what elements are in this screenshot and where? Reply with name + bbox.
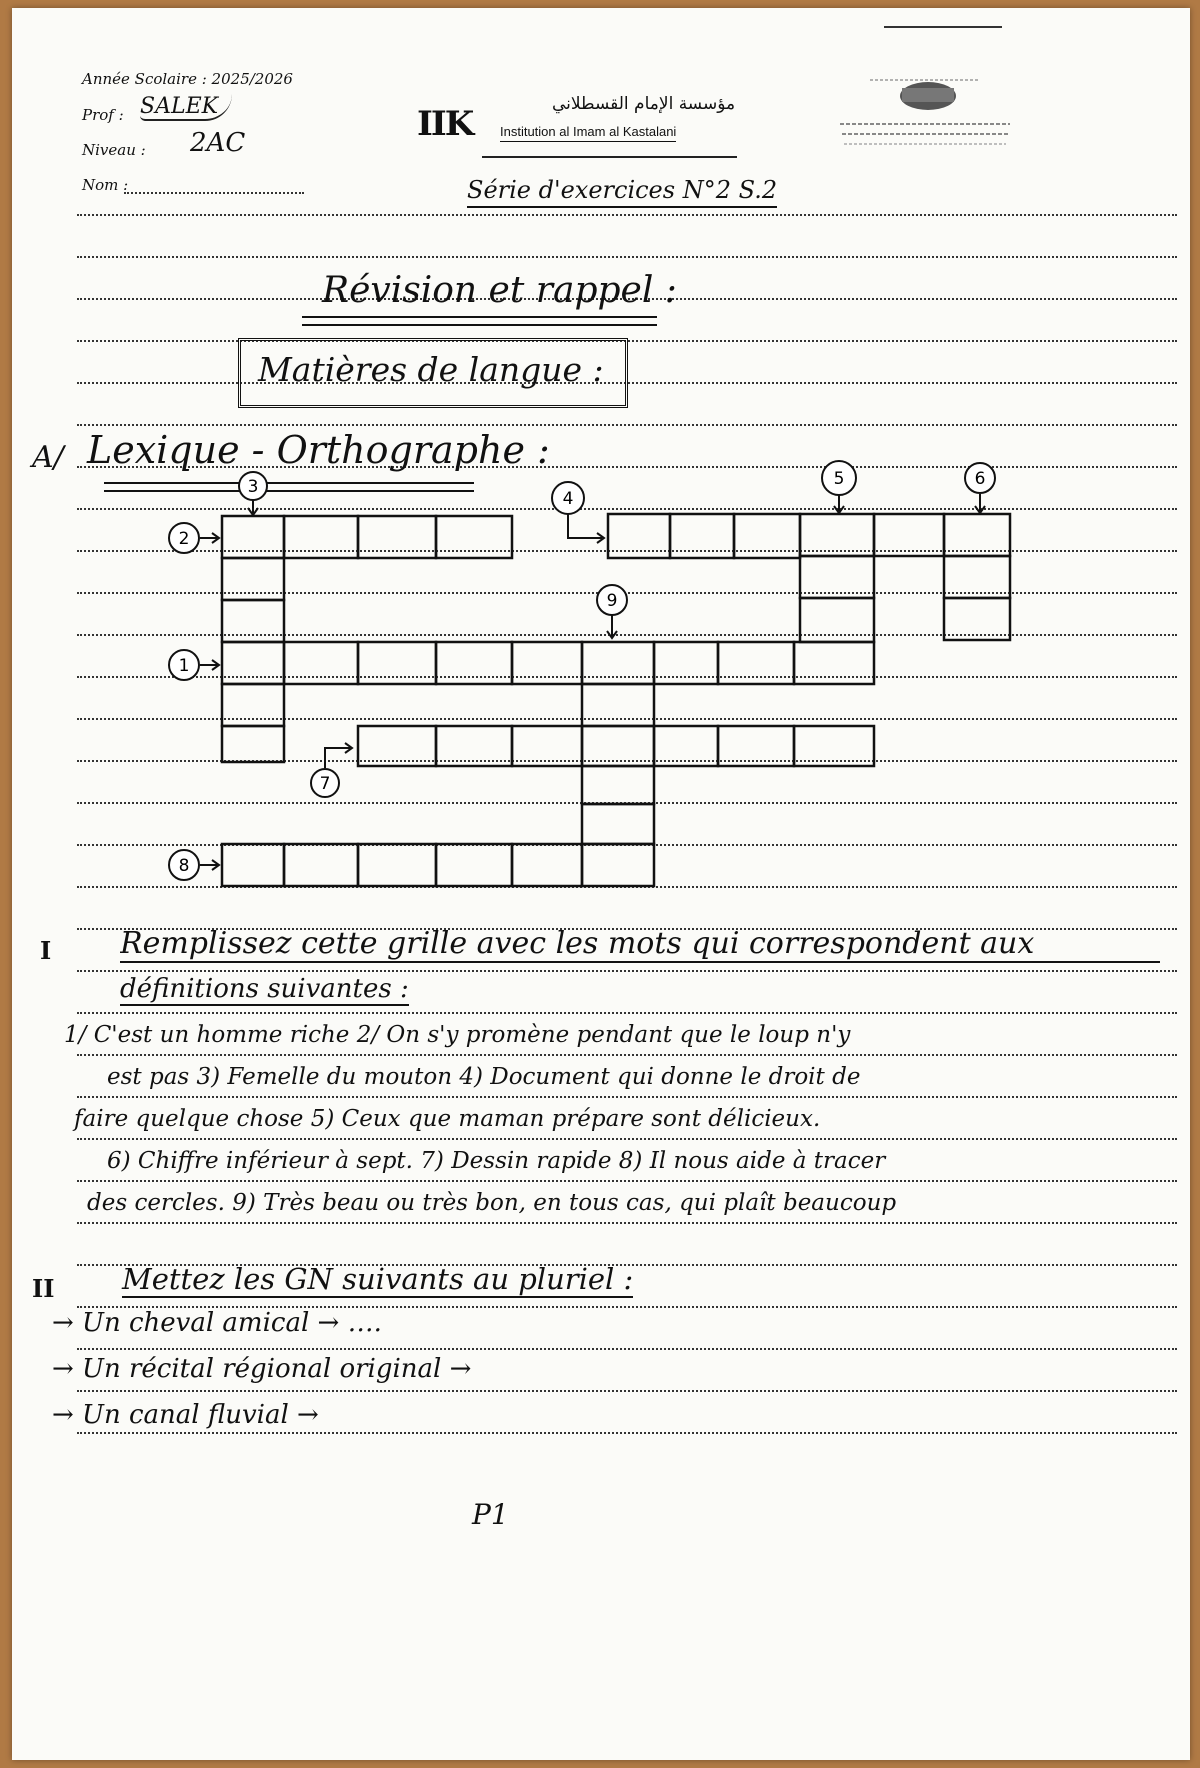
school-year: Année Scolaire : 2025/2026 [82,70,293,88]
institution-name-ar: مؤسسة الإمام القسطلاني [552,94,736,114]
section-a-label: A/ [32,440,64,475]
dotted-line [77,1390,1177,1392]
subtitle: Matières de langue : [258,350,604,389]
clue-number-6: 6 [974,469,986,489]
clue-number-2: 2 [178,529,190,549]
section-a-title: Lexique - Orthographe : [87,428,550,472]
serie-title: Série d'exercices N°2 S.2 [467,176,777,208]
pluriel-item-3: → Un canal fluvial → [52,1400,319,1430]
dotted-line [77,1222,1177,1224]
dotted-line [77,1180,1177,1182]
worksheet-page [12,8,1190,1760]
exercise-2-numeral: II [32,1274,55,1303]
exercise-1-numeral: I [40,936,52,965]
dotted-line [77,1432,1177,1434]
prof-name: SALEK [140,94,232,121]
pluriel-item-2: → Un récital régional original → [52,1354,472,1384]
definition-line-4: 6) Chiffre inférieur à sept. 7) Dessin rapide 8) Il nous aide à tracer [107,1148,886,1174]
clue-number-1: 1 [178,656,190,676]
clue-number-7: 7 [319,774,331,794]
prof-label: Prof : [82,106,124,124]
dotted-line [77,970,1177,972]
institution-name-fr: Institution al Imam al Kastalani [500,124,676,142]
exercise-1-instruction-line2: définitions suivantes : [120,974,409,1004]
dotted-line [77,1012,1177,1014]
nom-label: Nom : [82,176,129,194]
dotted-line [77,1054,1177,1056]
definition-line-3: faire quelque chose 5) Ceux que maman prépare sont délicieux. [74,1106,821,1132]
dotted-line [77,1138,1177,1140]
dotted-line [77,1096,1177,1098]
exercise-1-instruction-line1: Remplissez cette grille avec les mots qui correspondent aux [120,926,1160,963]
exercise-2-instruction: Mettez les GN suivants au pluriel : [122,1262,634,1296]
page-number: P1 [472,1498,509,1531]
pluriel-item-1: → Un cheval amical → …. [52,1308,382,1338]
definition-line-2: est pas 3) Femelle du mouton 4) Document qui donne le droit de [107,1064,861,1090]
definition-line-1: 1/ C'est un homme riche 2/ On s'y promène pendant que le loup n'y [64,1022,851,1048]
definition-line-5: des cercles. 9) Très beau ou très bon, en tous cas, qui plaît beaucoup [87,1190,897,1216]
institution-logo-icon: IIK [417,104,473,144]
niveau-label: Niveau : [82,141,146,159]
niveau-value: 2AC [190,128,246,158]
crossword-grid [12,8,1190,908]
clue-number-8: 8 [178,856,190,876]
clue-number-3: 3 [247,477,259,497]
main-title: Révision et rappel : [322,270,677,311]
clue-number-9: 9 [606,591,618,611]
clue-number-5: 5 [833,469,845,489]
clue-number-4: 4 [562,489,574,509]
dotted-line [77,1348,1177,1350]
